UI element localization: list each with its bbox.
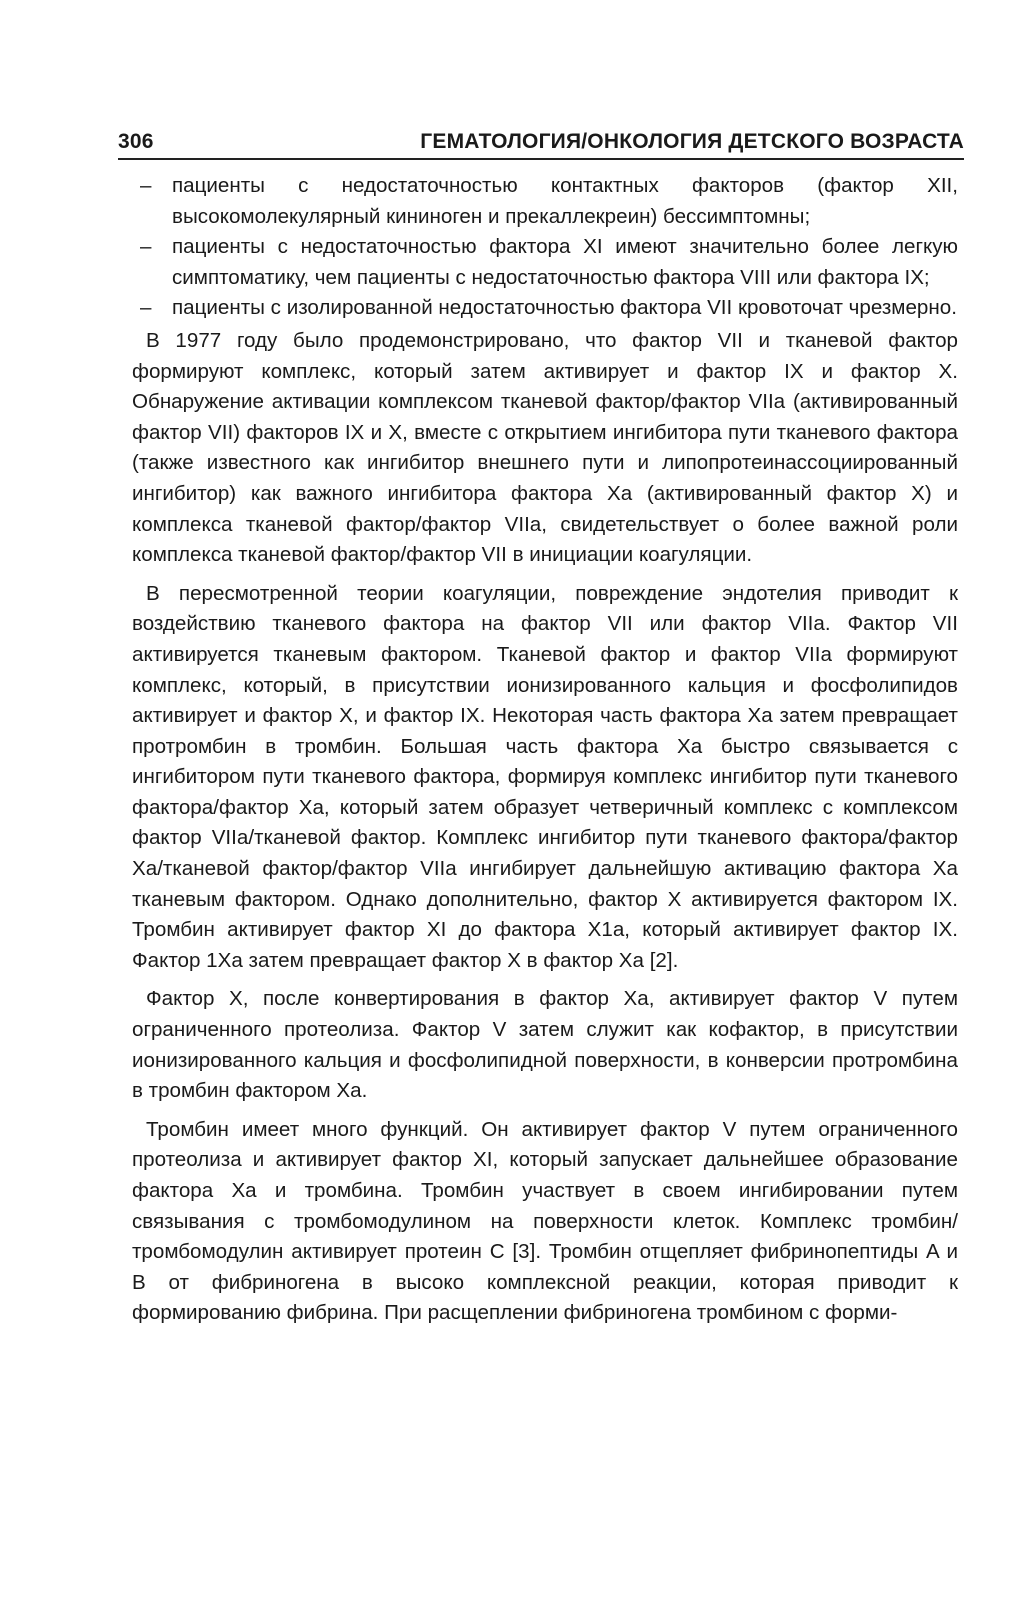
bullet-text: пациенты с недостаточностью фактора XI имеют значительно более легкую симптоматику, чем пациенты с недостаточностью фактора VIII или фактора IX;: [172, 235, 958, 289]
bullet-dash: –: [140, 296, 152, 320]
body-paragraph: В 1977 году было продемонстрировано, что фактор VII и тканевой фактор формируют комплекс, который затем активирует и фактор IX и фактор X. Обнаружение активации комплексом тканевой фактор/фактор VIIa (активированный фактор VII) факторов IX и X, вместе с открытием ингибитора пути тканевого фактора (также известного как ингибитор внешнего пути и липопротеинассоциированный ингибитор) как важного ингибитора фактора Xa (активированный фактор X) и комплекса тканевой фактор/фактор VIIa, свидетельствует о более важной роли комплекса тканевой фактор/фактор VII в инициации коагуляции.: [132, 328, 958, 567]
bullet-item: [132, 293, 958, 324]
body-paragraph: Тромбин имеет много функций. Он активирует фактор V путем ограниченного протеолиза и активирует фактор XI, который запускает дальнейшее образование фактора Xa и тромбина. Тромбин участвует в своем ингибировании путем связывания с тромбомодулином на поверхности клеток. Комплекс тромбин/тромбомодулин активирует протеин C [3]. Тромбин отщепляет фибринопептиды A и B от фибриногена в высоко комплексной реакции, которая приводит к формированию фибрина. При расщеплении фибриногена тромбином с форми-: [132, 1117, 958, 1325]
bullet-list: [132, 171, 958, 324]
body-paragraph: В пересмотренной теории коагуляции, повреждение эндотелия приводит к воздействию тканевого фактора на фактор VII или фактор VIIa. Фактор VII активируется тканевым фактором. Тканевой фактор и фактор VIIa формируют комплекс, который, в присутствии ионизированного кальция и фосфолипидов активирует и фактор X, и фактор IX. Некоторая часть фактора Xa затем превращает протромбин в тромбин. Большая часть фактора Xa быстро связывается с ингибитором пути тканевого фактора, формируя комплекс ингибитор пути тканевого фактора/фактор Xa, который затем образует четверичный комплекс с комплексом фактор VIIa/тканевой фактор. Комплекс ингибитор пути тканевого фактора/фактор Xa/тканевой фактор/фактор VIIa ингибирует дальнейшую активацию фактора Xa тканевым фактором. Однако дополнительно, фактор X активируется фактором IX. Тромбин активирует фактор XI до фактора X1a, который активирует фактор IX. Фактор 1Xa затем превращает фактор X в фактор Xa [2].: [132, 581, 958, 972]
bullet-item: [132, 171, 958, 232]
bullet-dash: –: [140, 235, 152, 259]
bullet-text: пациенты с недостаточностью контактных факторов (фактор XII, высокомолекулярный кининоген и прекаллекреин) бессимптомны;: [172, 174, 958, 228]
page-number: 306: [118, 130, 154, 153]
bullet-item: [132, 232, 958, 293]
running-title: ГЕМАТОЛОГИЯ/ОНКОЛОГИЯ ДЕТСКОГО ВОЗРАСТА: [420, 130, 964, 153]
running-head: [118, 126, 964, 160]
body-paragraph: Фактор X, после конвертирования в фактор Xa, активирует фактор V путем ограниченного протеолиза. Фактор V затем служит как кофактор, в присутствии ионизированного кальция и фосфолипидной поверхности, в конверсии протромбина в тромбин фактором Xa.: [132, 987, 958, 1103]
header-rule: [118, 158, 964, 160]
page-body: [132, 171, 958, 1329]
bullet-dash: –: [140, 174, 152, 197]
bullet-text: пациенты с изолированной недостаточностью фактора VII кровоточат чрезмерно.: [172, 296, 957, 320]
